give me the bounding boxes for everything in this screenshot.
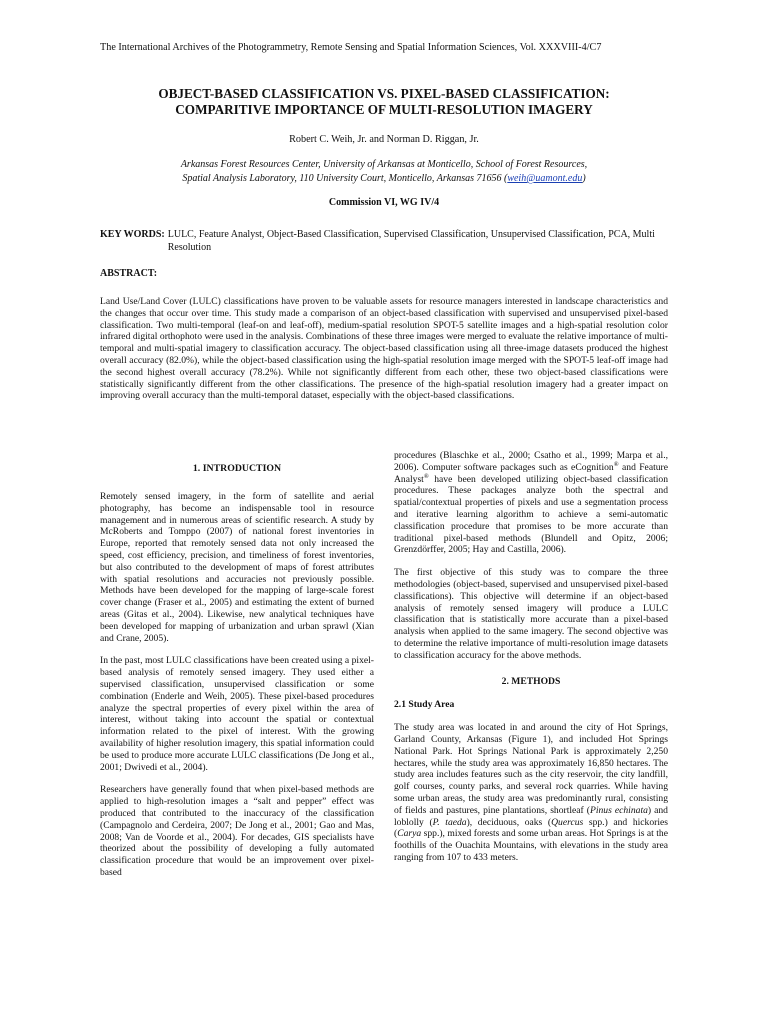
left-column bbox=[100, 491, 374, 890]
section-1-heading: 1. INTRODUCTION bbox=[192, 463, 282, 474]
registered-mark: ® bbox=[613, 460, 619, 468]
text-run: spp.), mixed forests and some urban areas. Hot Springs is at the foothills of the Ouachita Mountains, with elevations in the study area ranging from 107 to 433 meters. bbox=[394, 828, 668, 863]
text-run: and Feature Analyst bbox=[394, 461, 668, 485]
keywords bbox=[100, 229, 670, 254]
keywords-list: LULC, Feature Analyst, Object-Based Classification, Supervised Classification, Unsupervised Classification, PCA, Multi Resolution bbox=[167, 229, 655, 253]
registered-mark: ® bbox=[423, 472, 429, 480]
intro-paragraph-2: In the past, most LULC classifications have been created using a pixel-based analysis of remotely sensed imagery. They used either a supervised classification, unsupervised classification or some combination (Enderle and Weih, 2005). These pixel-based procedures analyze the spectral properties of every pixel within the area of interest, without taking into account the spatial or contextual information related to the pixel of interest. With the growing availability of higher resolution imagery, this spatial information could be used to produce more accurate LULC classifications (De Jong et al., 2001; Dwivedi et al., 2004). bbox=[100, 655, 374, 773]
species-name: Pinus echinata bbox=[589, 804, 648, 816]
text-run: ) and loblolly ( bbox=[394, 804, 668, 828]
text-run: procedures (Blaschke et al., 2000; Csatho et al., 1999; Marpa et al., 2006). Computer software packages such as eCognition bbox=[394, 450, 668, 473]
species-name: Quercus bbox=[551, 816, 584, 828]
intro-paragraph-1: Remotely sensed imagery, in the form of satellite and aerial photography, has become an indispensable tool in resource management and in numerous areas of scientific research. A study by McRoberts and Tomppo (2007) of national forest inventories in Europe, reported that remotely sensed data not only increased the speed, cost efficiency, precision, and timeliness of forest inventories, but also contributed to the development of maps of forest attributes with spatial resolutions and accuracies not previously possible. Methods have been developed for the mapping of large-scale forest cover change (Fraser et al., 2005) and estimating the extent of burned areas (Gitas et al., 2004). Likewise, new analytical techniques have been developed for mapping of urbanization and urban sprawl (Xian and Crane, 2005). bbox=[100, 491, 374, 644]
text-run: ), deciduous, oaks ( bbox=[466, 816, 552, 828]
intro-paragraph-3: Researchers have generally found that when pixel-based methods are applied to high-resolution images a “salt and pepper” effect was produced that contributed to the inaccuracy of the classification (Campagnolo and Cerdeira, 2007; De Jong et al., 2001; Gao and Mas, 2008; Van de Voorde et al., 2004). For decades, GIS specialists have theorized about the possibility of developing a fully automated classification procedure that would be an improvement over pixel-based bbox=[100, 784, 374, 878]
species-name: P. taeda bbox=[432, 816, 467, 828]
species-name: Carya bbox=[397, 828, 422, 840]
text-run: have been developed utilizing object-based classification procedures. These packages analyze both the spectral and spatial/contextual properties of pixels and use a segmentation process and iterative learning algorithm to achieve a semi-automatic classification procedure that promises to be more accurate than traditional pixel-based methods (Blundell and Opitz, 2006; Grenzdörffer, 2005; Hay and Castilla, 2006). bbox=[394, 473, 668, 556]
authors: Robert C. Weih, Jr. and Norman D. Riggan, Jr. bbox=[289, 134, 479, 145]
right-paragraph-2: The first objective of this study was to compare the three methodologies (object-based, supervised and unsupervised pixel-based classifications). This objective will determine if an object-based analysis of remotely sensed imagery will produce a LULC classification that is statistically more accurate than a pixel-based analysis when applied to the same imagery. The second objective was to determine the relative importance of multi-resolution image datasets to classification accuracy for the above methods. bbox=[394, 567, 668, 661]
section-2-heading: 2. METHODS bbox=[501, 675, 561, 687]
paper-title bbox=[100, 86, 668, 118]
email-link[interactable]: weih@uamont.edu bbox=[507, 173, 583, 184]
keywords-label: KEY WORDS: bbox=[100, 229, 165, 240]
affiliation-line-1: Arkansas Forest Resources Center, University of Arkansas at Monticello, School of Forest Resources, bbox=[180, 159, 588, 170]
right-paragraph-1 bbox=[394, 450, 668, 556]
abstract-text: Land Use/Land Cover (LULC) classifications have proven to be valuable assets for resource managers interested in landscape characteristics and the changes that occur over time. This study made a comparison of an object-based classification with supervised and unsupervised pixel-based classification. Two multi-temporal (leaf-on and leaf-off), medium-spatial resolution SPOT-5 satellite images and a high-spatial resolution color infrared digital orthophoto were used in the analysis. Combinations of these three images were merged to evaluate the relative importance of multi-temporal and multi-spatial imagery to classification accuracy. The object-based classification using all three-image datasets produced the highest overall accuracy (82.0%), while the object-based classification using the high-spatial resolution image merged with the SPOT-5 leaf-off image had the second highest overall accuracy (78.2%). While not significantly different from each other, these two object-based classifications were statistically significantly different from the other classifications. The presence of the high-spatial resolution imagery had a greater impact on improving overall accuracy than the multi-temporal dataset, especially with the object-based classifications. bbox=[100, 296, 668, 402]
affiliation-close: ) bbox=[582, 173, 586, 184]
affiliation bbox=[100, 158, 668, 186]
section-2-1-heading: 2.1 Study Area bbox=[394, 699, 455, 711]
title-line-2: COMPARITIVE IMPORTANCE OF MULTI-RESOLUTION IMAGERY bbox=[175, 102, 593, 117]
running-header: The International Archives of the Photogrammetry, Remote Sensing and Spatial Information Sciences, Vol. XXXVIII-4/C7 bbox=[100, 42, 602, 53]
text-run: The study area was located in and around the city of Hot Springs, Garland County, Arkansas (Figure 1), and included Hot Springs National Park. Hot Springs National Park is approximately 2,250 hectares, while the study area was approximately 16,850 hectares. The study area includes features such as the city reservoir, the city landfill, golf courses, county parks, and several rock quarries. While having some urban areas, the study area was predominantly rural, consisting of fields and pastures, pine plantations, shortleaf ( bbox=[394, 722, 668, 816]
study-area-paragraph bbox=[394, 722, 668, 864]
text-run: spp.) and hickories ( bbox=[394, 816, 668, 840]
right-column bbox=[394, 450, 668, 875]
affiliation-address: Spatial Analysis Laboratory, 110 University Court, Monticello, Arkansas 71656 ( bbox=[182, 173, 508, 184]
affiliation-line-2 bbox=[100, 172, 668, 186]
title-line-1: OBJECT-BASED CLASSIFICATION VS. PIXEL-BASED CLASSIFICATION: bbox=[158, 86, 610, 101]
commission: Commission VI, WG IV/4 bbox=[328, 197, 440, 208]
abstract-heading: ABSTRACT: bbox=[100, 268, 158, 279]
